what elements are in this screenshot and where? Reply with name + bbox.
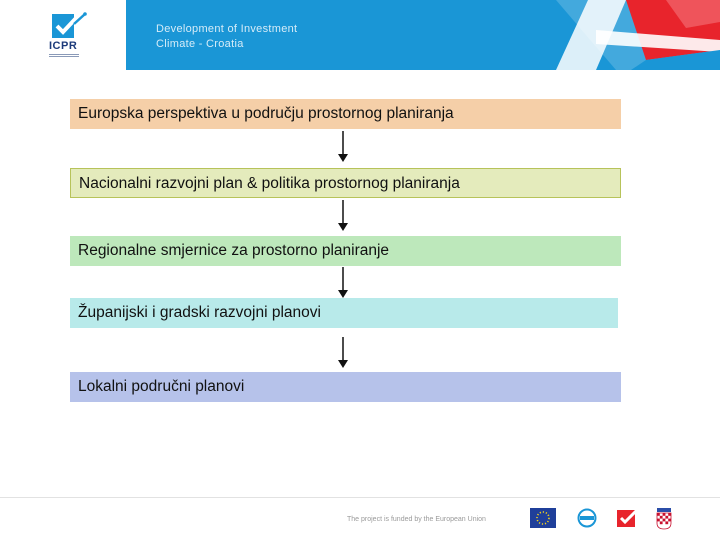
banner	[126, 0, 720, 70]
footer-funding-text: The project is funded by the European Union	[347, 516, 486, 523]
flow-box-1: Europska perspektiva u području prostornog planiranja	[70, 99, 621, 129]
down-arrow-icon	[337, 131, 349, 163]
logo	[0, 0, 126, 70]
flow-box-4: Županijski i gradski razvojni planovi	[70, 298, 618, 328]
flow-box-3: Regionalne smjernice za prostorno planiranje	[70, 236, 621, 266]
down-arrow-icon	[337, 267, 349, 299]
down-arrow-icon	[337, 337, 349, 369]
footer-divider	[0, 497, 720, 498]
flow-box-2: Nacionalni razvojni plan & politika prostornog planiranja	[70, 168, 621, 198]
logo-tagline-lines	[49, 54, 79, 58]
header	[0, 0, 720, 70]
icpr-logo-icon	[52, 12, 88, 42]
flow-box-5: Lokalni područni planovi	[70, 372, 621, 402]
banner-title	[156, 22, 297, 52]
eu-flag-icon	[530, 508, 556, 528]
icpr-small-logo-icon	[617, 508, 639, 528]
croatia-coat-of-arms-icon	[656, 508, 672, 530]
banner-line-2: Climate - Croatia	[156, 38, 244, 50]
down-arrow-icon	[337, 200, 349, 232]
partner-logo-icon	[576, 508, 598, 528]
banner-line-1: Development of Investment	[156, 23, 298, 35]
logo-text: ICPR	[49, 40, 78, 52]
